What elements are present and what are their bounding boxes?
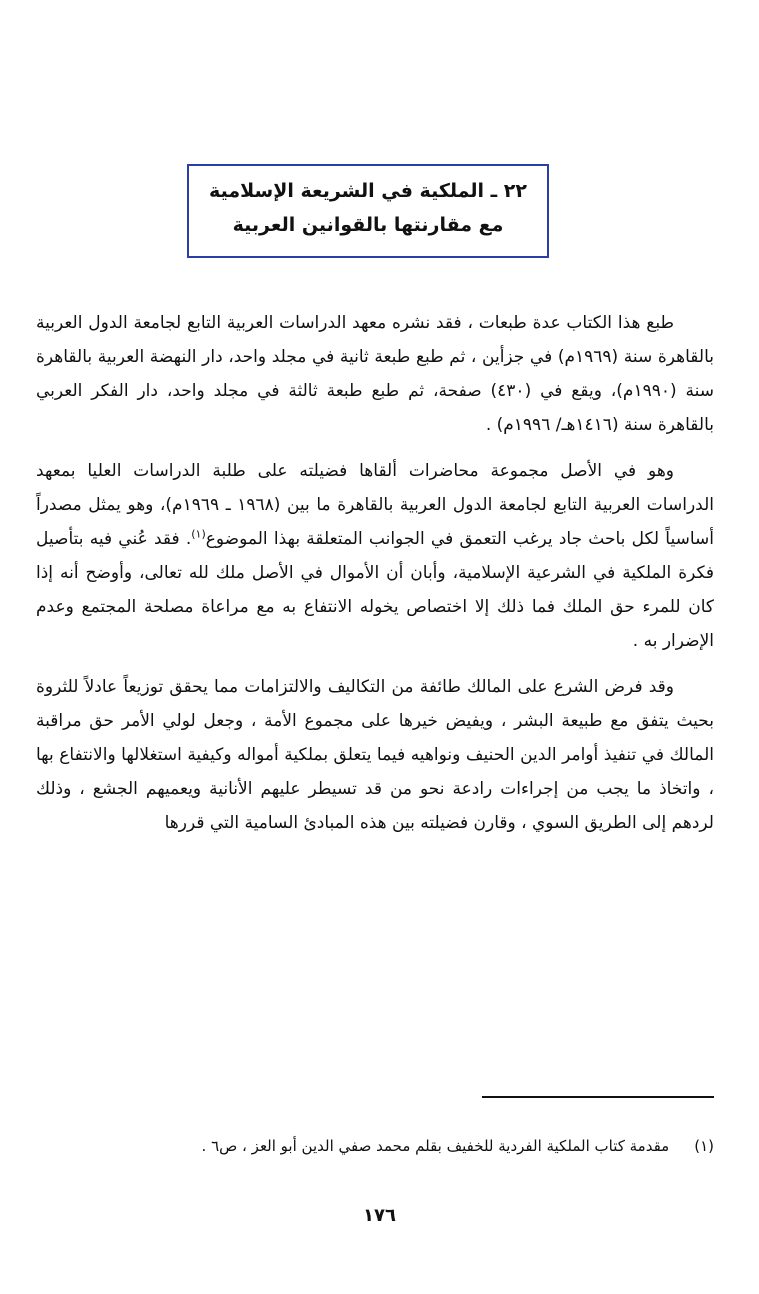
page-number: ١٧٦ (363, 1205, 396, 1226)
footnote (36, 1133, 714, 1159)
paragraph-3: وقد فرض الشرع على المالك طائفة من التكاليف والالتزامات مما يحقق توزيعاً عادلاً للثروة بحيث يتفق مع طبيعة البشر ، ويفيض خيرها على مجموع الأمة ، وجعل لولي الأمر حق مراقبة المالك في تنفيذ أوامر الدين الحنيف ونواهيه فيما يتعلق بملكية أمواله وكيفية استغلالها والانتفاع بها ، واتخاذ ما يجب من إجراءات رادعة نحو من قد تسيطر عليهم الأنانية ويعميهم الجشع ، وذلك لردهم إلى الطريق السوي ، وقارن فضيلته بين هذه المبادئ السامية التي قررها (36, 677, 714, 833)
paragraph-2 (36, 454, 714, 658)
footnote-divider (482, 1096, 714, 1098)
paragraph-2-part-2: . فقد عُني فيه بتأصيل فكرة الملكية في الشرعية الإسلامية، وأبان أن الأموال في الأصل ملك لله تعالى، وأوضح أنه إذا كان للمرء حق الملك فما ذلك إلا اختصاص يخوله الانتفاع به مع مراعاة مصلحة المجتمع وعدم الإضرار به . (36, 529, 714, 651)
paragraph-2-part-1: وهو في الأصل مجموعة محاضرات ألقاها فضيلته على طلبة الدراسات العليا بمعهد الدراسات العربية التابع لجامعة الدول العربية بالقاهرة ما بين (١٩٦٨ ـ ١٩٦٩م)، وهو يمثل مصدراً أساسياً لكل باحث جاد يرغب التعمق في الجوانب المتعلقة بهذا الموضوع (36, 461, 714, 549)
footnote-reference: (١) (191, 527, 206, 541)
paragraph-1: طبع هذا الكتاب عدة طبعات ، فقد نشره معهد الدراسات العربية التابع لجامعة الدول العربية بالقاهرة سنة (١٩٦٩م) في جزأين ، ثم طبع طبعة ثانية في مجلد واحد، دار النهضة العربية بالقاهرة سنة (١٩٩٠م)، ويقع في (٤٣٠) صفحة، ثم طبع طبعة ثالثة في مجلد واحد، دار الفكر العربي بالقاهرة سنة (١٤١٦هـ/ ١٩٩٦م) . (36, 313, 715, 435)
chapter-title-line-2: مع مقارنتها بالقوانين العربية (232, 214, 504, 236)
footnote-number: (١) (694, 1137, 714, 1155)
chapter-title-box (187, 164, 549, 258)
body-text (36, 306, 714, 852)
chapter-title-line-1: ٢٢ ـ الملكية في الشريعة الإسلامية (209, 180, 527, 202)
footnote-text: مقدمة كتاب الملكية الفردية للخفيف بقلم محمد صفي الدين أبو العز ، ص٦ . (201, 1137, 670, 1155)
